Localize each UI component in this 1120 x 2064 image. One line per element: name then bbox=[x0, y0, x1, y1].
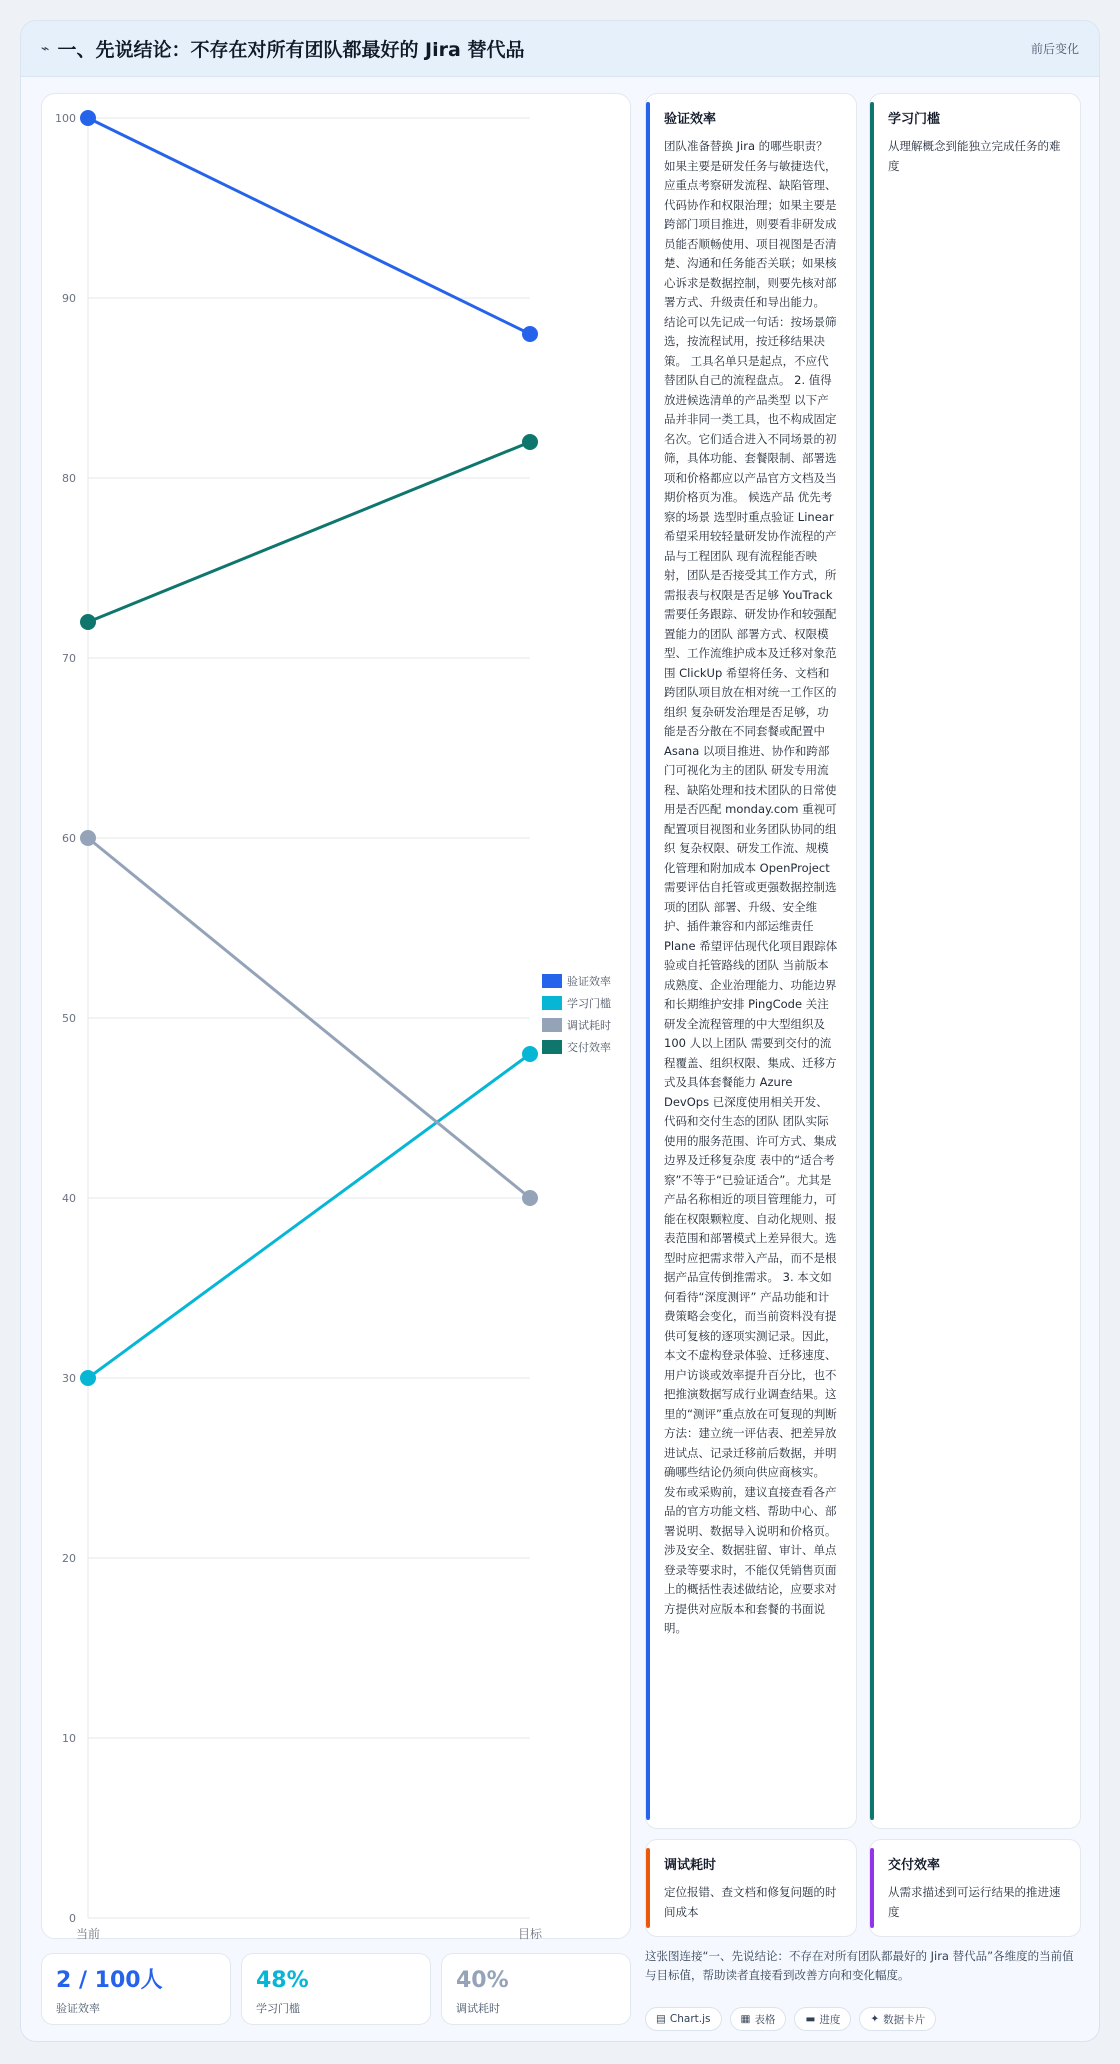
page-title: 一、先说结论：不存在对所有团队都最好的 Jira 替代品 bbox=[57, 39, 525, 61]
pulse-icon: ⌁ bbox=[41, 40, 50, 57]
chip-label: 进度 bbox=[819, 2013, 841, 2026]
series-line bbox=[88, 1054, 530, 1378]
chip-label: 数据卡片 bbox=[883, 2013, 926, 2026]
card-debug bbox=[645, 1839, 857, 1937]
chip-list bbox=[645, 2007, 936, 2031]
stat-label: 验证效率 bbox=[56, 2002, 100, 2015]
chip-label: 表格 bbox=[754, 2013, 776, 2026]
series-line bbox=[88, 442, 530, 622]
data-point bbox=[522, 326, 538, 342]
card-body: 团队准备替换 Jira 的哪些职责？如果主要是研发任务与敏捷迭代，应重点考察研发流程、缺陷管理、代码协作和权限治理；如果主要是跨部门项目推进，则要看非研发成员能否顺畅使用、项目视图是否清楚、沟通和任务能否关联；如果核心诉求是数据控制，则要先核对部署方式、升级责任和导出能力。 结论可以先记成一句话：按场景筛选，按流程试用，按迁移结果决策。 工具名单只是起点，不应代替团队自己的流程盘点。 2. 值得放进候选清单的产品类型 以下产品并非同一类工具，也不构成固定名次。它们适合进入不同场景的初筛，具体功能、套餐限制、部署选项和价格都应以产品官方文档及当期价格页为准。 候选产品 优先考察的场景 选型时重点验证 Linear 希望采用较轻量研发协作流程的产品与工程团队 现有流程能否映射，团队是否接受其工作方式，所需报表与权限是否足够 YouTrack 需要任务跟踪、研发协作和较强配置能力的团队 部署方式、权限模型、工作流维护成本及迁移对象范围 ClickUp 希望将任务、文档和跨团队项目放在相对统一工作区的组织 复杂研发治理是否足够，功能是否分散在不同套餐或配置中 Asana 以项目推进、协作和跨部门可视化为主的团队 研发专用流程、缺陷处理和技术团队的日常使用是否匹配 monday.com 重视可配置项目视图和业务团队协同的组织 复杂权限、研发工作流、规模化管理和附加成本 OpenProject 需要评估自托管或更强数据控制选项的团队 部署、升级、安全维护、插件兼容和内部运维责任 Plane 希望评估现代化项目跟踪体验或自托管路线的团队 当前版本成熟度、企业治理能力、功能边界和长期维护安排 PingCode 关注研发全流程管理的中大型组织及 100 人以上团队 需要到交付的流程覆盖、组织权限、集成、迁移方式及具体套餐能力 Azure DevOps 已深度使用相关开发、代码和交付生态的团队 团队实际使用的服务范围、许可方式、集成边界及迁移复杂度 表中的“适合考察”不等于“已验证适合”。尤其是产品名称相近的项目管理能力，可能在权限颗粒度、自动化规则、报表范围和部署模式上差异很大。选型时应把需求带入产品，而不是根据产品宣传倒推需求。 3. 本文如何看待“深度测评” 产品功能和计费策略会变化，而当前资料没有提供可复核的逐项实测记录。因此，本文不虚构登录体验、迁移速度、用户访谈或效率提升百分比，也不把推演数据写成行业调查结果。这里的“测评”重点放在可复现的判断方法：建立统一评估表、把差异放进试点、记录迁移前后数据，并明确哪些结论仍须向供应商核实。 发布或采购前，建议直接查看各产品的官方功能文档、帮助中心、部署说明、数据导入说明和价格页。涉及安全、数据驻留、审计、单点登录等要求时，不能仅凭销售页面上的概括性表述做结论，应要求对方提供对应版本和套餐的书面说明。 bbox=[664, 139, 838, 1635]
data-point bbox=[80, 614, 96, 630]
x-tick-label: 目标 bbox=[517, 1927, 543, 1940]
y-tick-label: 80 bbox=[62, 472, 76, 485]
y-tick-label: 30 bbox=[62, 1372, 76, 1385]
x-tick-label: 当前 bbox=[75, 1927, 101, 1940]
chip-chartjs[interactable] bbox=[645, 2007, 722, 2031]
y-tick-label: 10 bbox=[62, 1732, 76, 1745]
data-point bbox=[80, 1370, 96, 1386]
stat-card-1 bbox=[241, 1953, 431, 2025]
data-point bbox=[522, 434, 538, 450]
card-verify bbox=[645, 93, 857, 1829]
stat-label: 调试耗时 bbox=[456, 2002, 500, 2015]
y-tick-label: 100 bbox=[55, 112, 76, 125]
app-frame bbox=[20, 20, 1100, 2042]
legend-label: 交付效率 bbox=[567, 1041, 611, 1054]
data-point bbox=[522, 1046, 538, 1062]
card-accent bbox=[870, 102, 874, 1820]
legend-swatch bbox=[542, 1040, 562, 1054]
legend-swatch bbox=[542, 996, 562, 1010]
stat-card-0 bbox=[41, 1953, 231, 2025]
header bbox=[21, 21, 1099, 77]
sparkle-icon: ✦ bbox=[870, 2013, 880, 2025]
legend-swatch bbox=[542, 974, 562, 988]
card-title: 调试耗时 bbox=[664, 1858, 717, 1873]
card-accent bbox=[646, 1848, 650, 1928]
legend-swatch bbox=[542, 1018, 562, 1032]
y-tick-label: 90 bbox=[62, 292, 76, 305]
progress-icon: ▬ bbox=[805, 2013, 816, 2025]
y-tick-label: 20 bbox=[62, 1552, 76, 1565]
card-deliver bbox=[869, 1839, 1081, 1937]
footer-note: 这张图连接“一、先说结论：不存在对所有团队都最好的 Jira 替代品”各维度的当前值与目标值，帮助读者直接看到改善方向和变化幅度。 bbox=[645, 1949, 1074, 1982]
line-chart bbox=[42, 94, 632, 1940]
stat-card-2 bbox=[441, 1953, 631, 2025]
data-point bbox=[522, 1190, 538, 1206]
y-tick-label: 0 bbox=[69, 1912, 76, 1925]
data-point bbox=[80, 830, 96, 846]
card-accent bbox=[646, 102, 650, 1820]
legend-label: 学习门槛 bbox=[567, 997, 611, 1010]
card-body: 定位报错、查文档和修复问题的时间成本 bbox=[664, 1885, 837, 1919]
stat-value: 2 / 100人 bbox=[56, 1968, 163, 1993]
series-line bbox=[88, 118, 530, 334]
card-title: 学习门槛 bbox=[888, 112, 941, 127]
card-learn bbox=[869, 93, 1081, 1829]
chip-data-card[interactable] bbox=[859, 2007, 936, 2031]
chip-table[interactable] bbox=[730, 2007, 787, 2031]
stat-value: 48% bbox=[256, 1968, 309, 1993]
y-tick-label: 70 bbox=[62, 652, 76, 665]
card-body: 从理解概念到能独立完成任务的难度 bbox=[888, 139, 1061, 173]
y-tick-label: 40 bbox=[62, 1192, 76, 1205]
chip-label: Chart.js bbox=[669, 2013, 711, 2025]
legend-label: 调试耗时 bbox=[567, 1019, 611, 1032]
card-accent bbox=[870, 1848, 874, 1928]
card-body: 从需求描述到可运行结果的推进速度 bbox=[888, 1885, 1061, 1919]
header-right-label: 前后变化 bbox=[1030, 42, 1079, 56]
card-title: 验证效率 bbox=[664, 112, 717, 127]
line-chart-card bbox=[41, 93, 631, 1939]
y-tick-label: 50 bbox=[62, 1012, 76, 1025]
stat-value: 40% bbox=[456, 1968, 509, 1993]
table-icon: ▦ bbox=[740, 2013, 751, 2025]
data-point bbox=[80, 110, 96, 126]
stat-label: 学习门槛 bbox=[256, 2002, 300, 2015]
legend-label: 验证效率 bbox=[567, 975, 611, 988]
card-title: 交付效率 bbox=[888, 1858, 941, 1873]
y-tick-label: 60 bbox=[62, 832, 76, 845]
chip-progress[interactable] bbox=[794, 2007, 851, 2031]
chart-icon: ▤ bbox=[656, 2013, 666, 2025]
